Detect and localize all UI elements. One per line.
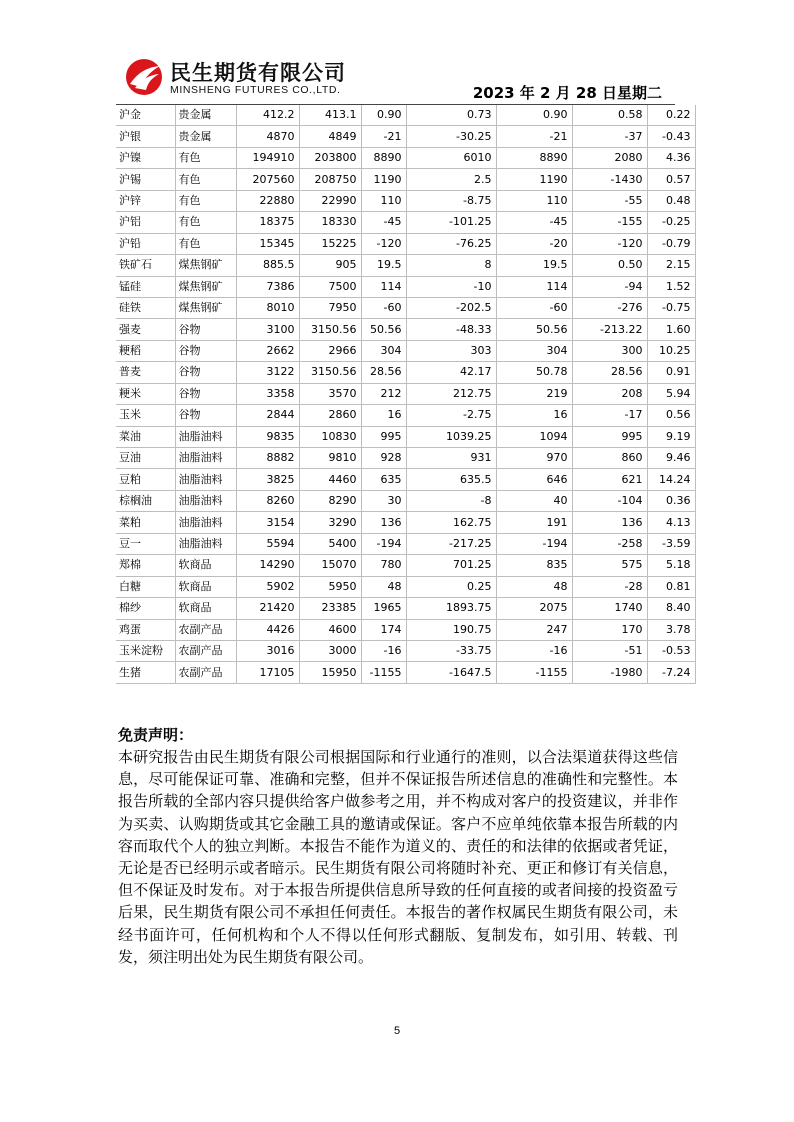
value-cell: 50.56 bbox=[361, 319, 406, 340]
value-cell: 905 bbox=[299, 255, 361, 276]
value-cell: -155 bbox=[572, 212, 647, 233]
table-row bbox=[116, 448, 695, 469]
value-cell: -258 bbox=[572, 533, 647, 554]
category-cell: 油脂油料 bbox=[175, 490, 236, 511]
value-cell: -8.75 bbox=[406, 190, 496, 211]
value-cell: 4.13 bbox=[647, 512, 695, 533]
value-cell: -104 bbox=[572, 490, 647, 511]
value-cell: 995 bbox=[572, 426, 647, 447]
value-cell: 207560 bbox=[236, 169, 299, 190]
value-cell: -60 bbox=[496, 297, 572, 318]
category-cell: 油脂油料 bbox=[175, 448, 236, 469]
commodity-name-cell: 沪金 bbox=[116, 105, 175, 126]
value-cell: 0.58 bbox=[572, 105, 647, 126]
value-cell: 621 bbox=[572, 469, 647, 490]
category-cell: 煤焦钢矿 bbox=[175, 276, 236, 297]
value-cell: 212 bbox=[361, 383, 406, 404]
value-cell: 9810 bbox=[299, 448, 361, 469]
table-row bbox=[116, 533, 695, 554]
value-cell: 2075 bbox=[496, 598, 572, 619]
value-cell: 18330 bbox=[299, 212, 361, 233]
value-cell: 3290 bbox=[299, 512, 361, 533]
value-cell: 8290 bbox=[299, 490, 361, 511]
futures-table bbox=[116, 105, 696, 684]
value-cell: -20 bbox=[496, 233, 572, 254]
value-cell: 8260 bbox=[236, 490, 299, 511]
category-cell: 有色 bbox=[175, 190, 236, 211]
value-cell: 7386 bbox=[236, 276, 299, 297]
commodity-name-cell: 豆油 bbox=[116, 448, 175, 469]
table-row bbox=[116, 362, 695, 383]
category-cell: 软商品 bbox=[175, 576, 236, 597]
value-cell: 413.1 bbox=[299, 105, 361, 126]
value-cell: 247 bbox=[496, 619, 572, 640]
value-cell: 0.90 bbox=[361, 105, 406, 126]
commodity-name-cell: 豆粕 bbox=[116, 469, 175, 490]
value-cell: 1740 bbox=[572, 598, 647, 619]
value-cell: 3150.56 bbox=[299, 319, 361, 340]
table-row bbox=[116, 190, 695, 211]
value-cell: 701.25 bbox=[406, 555, 496, 576]
value-cell: -10 bbox=[406, 276, 496, 297]
table-row bbox=[116, 512, 695, 533]
value-cell: 8890 bbox=[361, 147, 406, 168]
table-row bbox=[116, 233, 695, 254]
table-row bbox=[116, 469, 695, 490]
report-date: 2023 年 2 月 28 日星期二 bbox=[472, 84, 662, 102]
value-cell: 19.5 bbox=[361, 255, 406, 276]
category-cell: 有色 bbox=[175, 212, 236, 233]
value-cell: 635.5 bbox=[406, 469, 496, 490]
category-cell: 有色 bbox=[175, 147, 236, 168]
commodity-name-cell: 豆一 bbox=[116, 533, 175, 554]
value-cell: 3100 bbox=[236, 319, 299, 340]
category-cell: 谷物 bbox=[175, 362, 236, 383]
value-cell: -7.24 bbox=[647, 662, 695, 683]
value-cell: 1190 bbox=[496, 169, 572, 190]
value-cell: 28.56 bbox=[361, 362, 406, 383]
value-cell: 931 bbox=[406, 448, 496, 469]
value-cell: 136 bbox=[572, 512, 647, 533]
value-cell: -1155 bbox=[496, 662, 572, 683]
value-cell: 48 bbox=[496, 576, 572, 597]
value-cell: -45 bbox=[496, 212, 572, 233]
value-cell: -101.25 bbox=[406, 212, 496, 233]
value-cell: -0.79 bbox=[647, 233, 695, 254]
value-cell: -48.33 bbox=[406, 319, 496, 340]
value-cell: 1039.25 bbox=[406, 426, 496, 447]
value-cell: 303 bbox=[406, 340, 496, 361]
value-cell: 0.50 bbox=[572, 255, 647, 276]
value-cell: 30 bbox=[361, 490, 406, 511]
value-cell: -60 bbox=[361, 297, 406, 318]
value-cell: 4600 bbox=[299, 619, 361, 640]
table-row bbox=[116, 340, 695, 361]
table-row bbox=[116, 662, 695, 683]
value-cell: 1190 bbox=[361, 169, 406, 190]
commodity-name-cell: 铁矿石 bbox=[116, 255, 175, 276]
value-cell: -17 bbox=[572, 405, 647, 426]
value-cell: 575 bbox=[572, 555, 647, 576]
value-cell: 50.78 bbox=[496, 362, 572, 383]
disclaimer-body: 本研究报告由民生期货有限公司根据国际和行业通行的准则，以合法渠道获得这些信息，尽可能保证可靠、准确和完整，但并不保证报告所述信息的准确性和完整性。本报告所载的全部内容只提供给客户做参考之用，并不构成对客户的投资建议，并非作为买卖、认购期货或其它金融工具的邀请或保证。客户不应单纯依靠本报告所载的内容而取代个人的独立判断。本报告不能作为道义的、责任的和法律的依据或者凭证，无论是否已经明示或者暗示。民生期货有限公司将随时补充、更正和修订有关信息，但不保证及时发布。对于本报告所提供信息所导致的任何直接的或者间接的投资盈亏后果，民生期货有限公司不承担任何责任。本报告的著作权属民生期货有限公司，未经书面许可，任何机构和个人不得以任何形式翻版、复制发布，如引用、转载、刊发，须注明出处为民生期货有限公司。 bbox=[118, 748, 678, 966]
value-cell: -45 bbox=[361, 212, 406, 233]
value-cell: 300 bbox=[572, 340, 647, 361]
value-cell: 1.52 bbox=[647, 276, 695, 297]
value-cell: 208750 bbox=[299, 169, 361, 190]
category-cell: 油脂油料 bbox=[175, 533, 236, 554]
value-cell: 1.60 bbox=[647, 319, 695, 340]
value-cell: 860 bbox=[572, 448, 647, 469]
company-name-cn: 民生期货有限公司 bbox=[170, 61, 346, 85]
category-cell: 煤焦钢矿 bbox=[175, 255, 236, 276]
table-row bbox=[116, 598, 695, 619]
value-cell: -120 bbox=[361, 233, 406, 254]
value-cell: -194 bbox=[496, 533, 572, 554]
value-cell: -21 bbox=[361, 126, 406, 147]
value-cell: 2860 bbox=[299, 405, 361, 426]
value-cell: -1430 bbox=[572, 169, 647, 190]
value-cell: 4870 bbox=[236, 126, 299, 147]
value-cell: 5400 bbox=[299, 533, 361, 554]
value-cell: 8.40 bbox=[647, 598, 695, 619]
commodity-name-cell: 沪锡 bbox=[116, 169, 175, 190]
value-cell: 3.78 bbox=[647, 619, 695, 640]
value-cell: 208 bbox=[572, 383, 647, 404]
value-cell: 0.90 bbox=[496, 105, 572, 126]
commodity-name-cell: 菜油 bbox=[116, 426, 175, 447]
value-cell: 114 bbox=[496, 276, 572, 297]
value-cell: 3122 bbox=[236, 362, 299, 383]
table-row bbox=[116, 405, 695, 426]
value-cell: 8882 bbox=[236, 448, 299, 469]
value-cell: 16 bbox=[496, 405, 572, 426]
value-cell: 3825 bbox=[236, 469, 299, 490]
value-cell: 21420 bbox=[236, 598, 299, 619]
value-cell: 40 bbox=[496, 490, 572, 511]
disclaimer-section bbox=[118, 724, 678, 968]
value-cell: 14290 bbox=[236, 555, 299, 576]
value-cell: 1893.75 bbox=[406, 598, 496, 619]
table-row bbox=[116, 619, 695, 640]
value-cell: 8 bbox=[406, 255, 496, 276]
value-cell: 48 bbox=[361, 576, 406, 597]
value-cell: 28.56 bbox=[572, 362, 647, 383]
commodity-name-cell: 棉纱 bbox=[116, 598, 175, 619]
value-cell: -94 bbox=[572, 276, 647, 297]
value-cell: 4.36 bbox=[647, 147, 695, 168]
value-cell: 412.2 bbox=[236, 105, 299, 126]
value-cell: 8890 bbox=[496, 147, 572, 168]
value-cell: 885.5 bbox=[236, 255, 299, 276]
value-cell: -0.75 bbox=[647, 297, 695, 318]
value-cell: -120 bbox=[572, 233, 647, 254]
value-cell: 23385 bbox=[299, 598, 361, 619]
value-cell: 2.5 bbox=[406, 169, 496, 190]
category-cell: 谷物 bbox=[175, 383, 236, 404]
category-cell: 贵金属 bbox=[175, 126, 236, 147]
value-cell: 15950 bbox=[299, 662, 361, 683]
value-cell: 191 bbox=[496, 512, 572, 533]
category-cell: 软商品 bbox=[175, 555, 236, 576]
value-cell: 174 bbox=[361, 619, 406, 640]
value-cell: -2.75 bbox=[406, 405, 496, 426]
value-cell: -16 bbox=[361, 640, 406, 661]
disclaimer-title: 免责声明： bbox=[118, 726, 194, 744]
value-cell: 928 bbox=[361, 448, 406, 469]
commodity-name-cell: 菜粕 bbox=[116, 512, 175, 533]
value-cell: 162.75 bbox=[406, 512, 496, 533]
value-cell: 0.81 bbox=[647, 576, 695, 597]
value-cell: 3016 bbox=[236, 640, 299, 661]
value-cell: 15225 bbox=[299, 233, 361, 254]
value-cell: -1647.5 bbox=[406, 662, 496, 683]
value-cell: -276 bbox=[572, 297, 647, 318]
category-cell: 有色 bbox=[175, 169, 236, 190]
value-cell: 2080 bbox=[572, 147, 647, 168]
commodity-name-cell: 锰硅 bbox=[116, 276, 175, 297]
value-cell: 3150.56 bbox=[299, 362, 361, 383]
commodity-name-cell: 玉米淀粉 bbox=[116, 640, 175, 661]
value-cell: -16 bbox=[496, 640, 572, 661]
value-cell: 5.18 bbox=[647, 555, 695, 576]
table-row bbox=[116, 319, 695, 340]
company-name-en: MINSHENG FUTURES CO.,LTD. bbox=[170, 84, 341, 96]
value-cell: 2844 bbox=[236, 405, 299, 426]
category-cell: 油脂油料 bbox=[175, 469, 236, 490]
category-cell: 农副产品 bbox=[175, 662, 236, 683]
value-cell: -213.22 bbox=[572, 319, 647, 340]
commodity-name-cell: 沪镍 bbox=[116, 147, 175, 168]
table-row bbox=[116, 426, 695, 447]
value-cell: 5902 bbox=[236, 576, 299, 597]
value-cell: 0.91 bbox=[647, 362, 695, 383]
value-cell: 194910 bbox=[236, 147, 299, 168]
value-cell: 203800 bbox=[299, 147, 361, 168]
value-cell: 2662 bbox=[236, 340, 299, 361]
category-cell: 油脂油料 bbox=[175, 512, 236, 533]
category-cell: 软商品 bbox=[175, 598, 236, 619]
value-cell: 9.46 bbox=[647, 448, 695, 469]
category-cell: 谷物 bbox=[175, 319, 236, 340]
commodity-name-cell: 强麦 bbox=[116, 319, 175, 340]
value-cell: 7500 bbox=[299, 276, 361, 297]
value-cell: 22880 bbox=[236, 190, 299, 211]
page-number: 5 bbox=[393, 1025, 401, 1037]
value-cell: -8 bbox=[406, 490, 496, 511]
value-cell: 15345 bbox=[236, 233, 299, 254]
table-row bbox=[116, 126, 695, 147]
table-row bbox=[116, 255, 695, 276]
value-cell: 219 bbox=[496, 383, 572, 404]
value-cell: 0.36 bbox=[647, 490, 695, 511]
value-cell: 136 bbox=[361, 512, 406, 533]
value-cell: 9.19 bbox=[647, 426, 695, 447]
value-cell: 22990 bbox=[299, 190, 361, 211]
value-cell: 212.75 bbox=[406, 383, 496, 404]
commodity-name-cell: 玉米 bbox=[116, 405, 175, 426]
table-row bbox=[116, 383, 695, 404]
value-cell: 2.15 bbox=[647, 255, 695, 276]
commodity-name-cell: 棕榈油 bbox=[116, 490, 175, 511]
value-cell: -33.75 bbox=[406, 640, 496, 661]
futures-table-body bbox=[116, 105, 695, 683]
value-cell: 0.73 bbox=[406, 105, 496, 126]
category-cell: 谷物 bbox=[175, 340, 236, 361]
table-row bbox=[116, 576, 695, 597]
value-cell: 5.94 bbox=[647, 383, 695, 404]
value-cell: 16 bbox=[361, 405, 406, 426]
value-cell: 995 bbox=[361, 426, 406, 447]
value-cell: 42.17 bbox=[406, 362, 496, 383]
value-cell: 10830 bbox=[299, 426, 361, 447]
value-cell: 0.48 bbox=[647, 190, 695, 211]
minsheng-wing-logo-icon bbox=[124, 57, 164, 97]
category-cell: 油脂油料 bbox=[175, 426, 236, 447]
value-cell: 5594 bbox=[236, 533, 299, 554]
category-cell: 谷物 bbox=[175, 405, 236, 426]
value-cell: -21 bbox=[496, 126, 572, 147]
value-cell: -0.25 bbox=[647, 212, 695, 233]
value-cell: 0.25 bbox=[406, 576, 496, 597]
commodity-name-cell: 粳米 bbox=[116, 383, 175, 404]
commodity-name-cell: 白糖 bbox=[116, 576, 175, 597]
value-cell: 1094 bbox=[496, 426, 572, 447]
value-cell: 5950 bbox=[299, 576, 361, 597]
value-cell: -1155 bbox=[361, 662, 406, 683]
table-row bbox=[116, 276, 695, 297]
value-cell: -194 bbox=[361, 533, 406, 554]
commodity-name-cell: 硅铁 bbox=[116, 297, 175, 318]
value-cell: -76.25 bbox=[406, 233, 496, 254]
value-cell: -1980 bbox=[572, 662, 647, 683]
table-row bbox=[116, 490, 695, 511]
value-cell: 3570 bbox=[299, 383, 361, 404]
value-cell: -28 bbox=[572, 576, 647, 597]
value-cell: 646 bbox=[496, 469, 572, 490]
value-cell: 780 bbox=[361, 555, 406, 576]
commodity-name-cell: 沪锌 bbox=[116, 190, 175, 211]
value-cell: 14.24 bbox=[647, 469, 695, 490]
category-cell: 农副产品 bbox=[175, 619, 236, 640]
value-cell: 9835 bbox=[236, 426, 299, 447]
value-cell: 1965 bbox=[361, 598, 406, 619]
value-cell: -30.25 bbox=[406, 126, 496, 147]
value-cell: 19.5 bbox=[496, 255, 572, 276]
commodity-name-cell: 沪铅 bbox=[116, 233, 175, 254]
value-cell: 18375 bbox=[236, 212, 299, 233]
commodity-name-cell: 鸡蛋 bbox=[116, 619, 175, 640]
value-cell: 170 bbox=[572, 619, 647, 640]
value-cell: 110 bbox=[361, 190, 406, 211]
commodity-name-cell: 郑棉 bbox=[116, 555, 175, 576]
value-cell: 3358 bbox=[236, 383, 299, 404]
value-cell: 835 bbox=[496, 555, 572, 576]
table-row bbox=[116, 297, 695, 318]
category-cell: 农副产品 bbox=[175, 640, 236, 661]
value-cell: 4849 bbox=[299, 126, 361, 147]
value-cell: 50.56 bbox=[496, 319, 572, 340]
company-logo bbox=[124, 55, 364, 99]
value-cell: -37 bbox=[572, 126, 647, 147]
value-cell: -202.5 bbox=[406, 297, 496, 318]
value-cell: 2966 bbox=[299, 340, 361, 361]
category-cell: 贵金属 bbox=[175, 105, 236, 126]
value-cell: 970 bbox=[496, 448, 572, 469]
commodity-name-cell: 沪银 bbox=[116, 126, 175, 147]
table-row bbox=[116, 212, 695, 233]
value-cell: 6010 bbox=[406, 147, 496, 168]
value-cell: 0.57 bbox=[647, 169, 695, 190]
value-cell: 4426 bbox=[236, 619, 299, 640]
table-row bbox=[116, 105, 695, 126]
value-cell: -217.25 bbox=[406, 533, 496, 554]
value-cell: 8010 bbox=[236, 297, 299, 318]
value-cell: 304 bbox=[361, 340, 406, 361]
commodity-name-cell: 生猪 bbox=[116, 662, 175, 683]
commodity-name-cell: 沪铝 bbox=[116, 212, 175, 233]
value-cell: 0.22 bbox=[647, 105, 695, 126]
category-cell: 有色 bbox=[175, 233, 236, 254]
value-cell: 10.25 bbox=[647, 340, 695, 361]
value-cell: 110 bbox=[496, 190, 572, 211]
value-cell: 3000 bbox=[299, 640, 361, 661]
value-cell: 7950 bbox=[299, 297, 361, 318]
value-cell: -3.59 bbox=[647, 533, 695, 554]
value-cell: 304 bbox=[496, 340, 572, 361]
value-cell: 635 bbox=[361, 469, 406, 490]
value-cell: -0.43 bbox=[647, 126, 695, 147]
value-cell: 15070 bbox=[299, 555, 361, 576]
value-cell: 4460 bbox=[299, 469, 361, 490]
table-row bbox=[116, 555, 695, 576]
commodity-name-cell: 粳稻 bbox=[116, 340, 175, 361]
commodity-name-cell: 普麦 bbox=[116, 362, 175, 383]
value-cell: -55 bbox=[572, 190, 647, 211]
value-cell: 0.56 bbox=[647, 405, 695, 426]
value-cell: -51 bbox=[572, 640, 647, 661]
value-cell: -0.53 bbox=[647, 640, 695, 661]
category-cell: 煤焦钢矿 bbox=[175, 297, 236, 318]
value-cell: 190.75 bbox=[406, 619, 496, 640]
table-row bbox=[116, 147, 695, 168]
table-row bbox=[116, 169, 695, 190]
value-cell: 114 bbox=[361, 276, 406, 297]
table-row bbox=[116, 640, 695, 661]
value-cell: 17105 bbox=[236, 662, 299, 683]
value-cell: 3154 bbox=[236, 512, 299, 533]
